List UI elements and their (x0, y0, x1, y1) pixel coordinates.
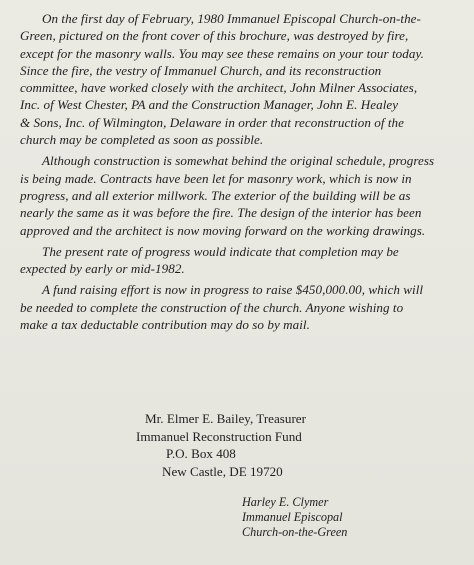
signer-org-line2: Church-on-the-Green (242, 525, 348, 540)
text-line: Although construction is somewhat behind the original schedule, progress (42, 153, 435, 169)
text-line: expected by early or mid-1982. (20, 261, 185, 277)
text-line: nearly the same as it was before the fire. The design of the interior has been (20, 205, 422, 221)
city-state-zip: New Castle, DE 19720 (162, 463, 283, 479)
text-line: is being made. Contracts have been let for masonry work, which is now in (20, 170, 412, 186)
paragraph-construction (20, 152, 450, 238)
text-line: approved and the architect is now moving forward on the working drawings. (20, 222, 426, 238)
paragraph-progress (20, 243, 450, 278)
paragraph-fundraising (20, 281, 450, 333)
text-line: church may be completed as soon as possible. (20, 132, 264, 148)
treasurer-name: Mr. Elmer E. Bailey, Treasurer (145, 411, 306, 426)
text-line: & Sons, Inc. of Wilmington, Delaware in order that reconstruction of the (20, 114, 405, 130)
fund-name: Immanuel Reconstruction Fund (136, 428, 302, 444)
text-line: Green, pictured on the front cover of this brochure, was destroyed by fire, (20, 28, 409, 44)
po-box: P.O. Box 408 (166, 446, 236, 462)
text-line: On the first day of February, 1980 Immanuel Episcopal Church-on-the- (42, 11, 421, 26)
letter-body (20, 10, 450, 333)
signer-org-line1: Immanuel Episcopal (242, 510, 343, 525)
text-line: Since the fire, the vestry of Immanuel Church, and its reconstruction (20, 62, 382, 78)
mailing-address (136, 410, 356, 480)
signature-block (242, 495, 442, 541)
signer-name: Harley E. Clymer (242, 495, 329, 509)
text-line: be needed to complete the construction of the church. Anyone wishing to (20, 299, 404, 315)
text-line: A fund raising effort is now in progress to raise $450,000.00, which will (42, 282, 424, 298)
text-line: progress, and all exterior millwork. The exterior of the building will be as (20, 187, 411, 203)
paragraph-fire (20, 10, 450, 148)
text-line: The present rate of progress would indicate that completion may be (42, 243, 399, 259)
text-line: make a tax deductable contribution may do so by mail. (20, 317, 310, 333)
text-line: except for the masonry walls. You may see these remains on your tour today. (20, 45, 424, 61)
text-line: Inc. of West Chester, PA and the Construction Manager, John E. Healey (20, 97, 399, 113)
text-line: committee, have worked closely with the architect, John Milner Associates, (20, 80, 418, 96)
